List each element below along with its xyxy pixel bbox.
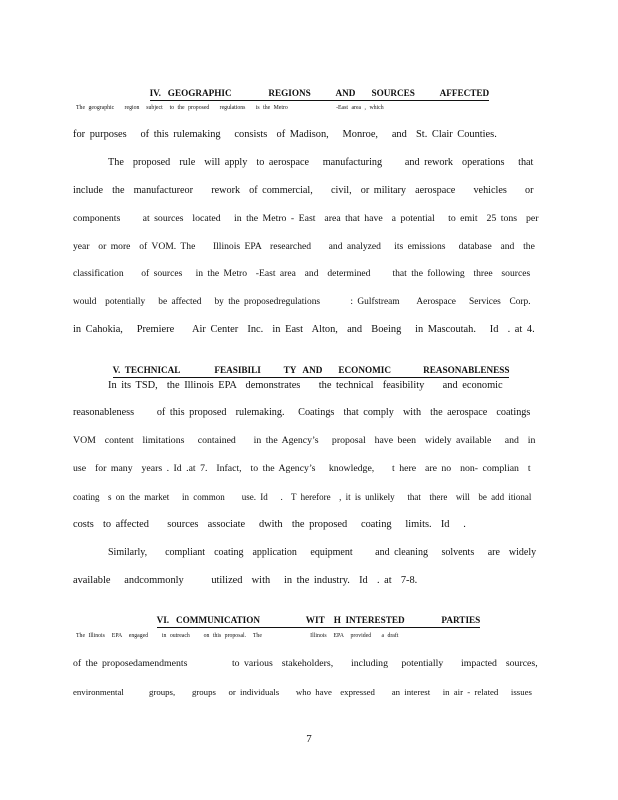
section-iv-heading-text: IV. GEOGRAPHIC REGIONS AND SOURCES AFFECTED [150,87,490,101]
section-v-line-1: In its TSD, the Illinois EPA demonstrates the technical feasibility and economic [108,380,503,391]
section-iv-line-8: would potentially be affected by the proposedregulations : Gulfstream Aerospace Services Corp. [73,297,531,307]
section-iv-line-4: include the manufactureor rework of commercial, civil, or military aerospace vehicles or [73,185,534,196]
page-number: 7 [306,733,312,745]
section-v-line-8: available andcommonly utilized with in the industry. Id . at 7-8. [73,575,418,586]
section-vi-heading-text: VI. COMMUNICATION WIT H INTERESTED PARTIES [157,614,481,628]
section-vi-line-1: The Illinois EPA engaged in outreach on this proposal. The Illinois EPA provided a draft [76,633,399,639]
section-iv-line-9: in Cahokia, Premiere Air Center Inc. in East Alton, and Boeing in Mascoutah. Id . at 4. [73,324,535,335]
section-vi-line-2: of the proposedamendments to various stakeholders, including potentially impacted sources, [73,658,538,669]
section-v-line-2: reasonableness of this proposed rulemaking. Coatings that comply with the aerospace coatings [73,407,531,418]
section-vi-line-3: environmental groups, groups or individuals who have expressed an interest in air - related issues [73,687,532,697]
section-iv-line-6: year or more of VOM. The Illinois EPA researched and analyzed its emissions database and the [73,241,535,252]
section-v-line-5: coating s on the market in common use. Id . T herefore , it is unlikely that there will be add itional [73,492,532,502]
section-iv-line-2: for purposes of this rulemaking consists of Madison, Monroe, and St. Clair Counties. [73,129,497,140]
section-v-line-4: use for many years . Id .at 7. Infact, to the Agency’s knowledge, t here are no non- complian t [73,463,531,474]
section-iv-line-3: The proposed rule will apply to aerospace manufacturing and rework operations that [108,157,534,168]
section-vi-heading [152,602,480,628]
section-v-heading [108,352,509,378]
section-iv-line-7: classification of sources in the Metro -East area and determined that the following three sources [73,268,531,279]
section-v-line-6: costs to affected sources associate dwith the proposed coating limits. Id . [73,519,466,530]
section-v-line-3: VOM content limitations contained in the Agency’s proposal have been widely available and in [73,435,536,446]
section-v-line-7: Similarly, compliant coating application equipment and cleaning solvents are widely [108,547,537,558]
section-v-heading-text: V. TECHNICAL FEASIBILI TY AND ECONOMIC REASONABLENESS [113,364,510,378]
section-iv-heading [145,75,489,101]
section-iv-line-1: The geographic region subject to the proposed regulations is the Metro -East area , which [76,105,384,111]
section-iv-line-5: components at sources located in the Metro - East area that have a potential to emit 25 tons per [73,213,539,224]
